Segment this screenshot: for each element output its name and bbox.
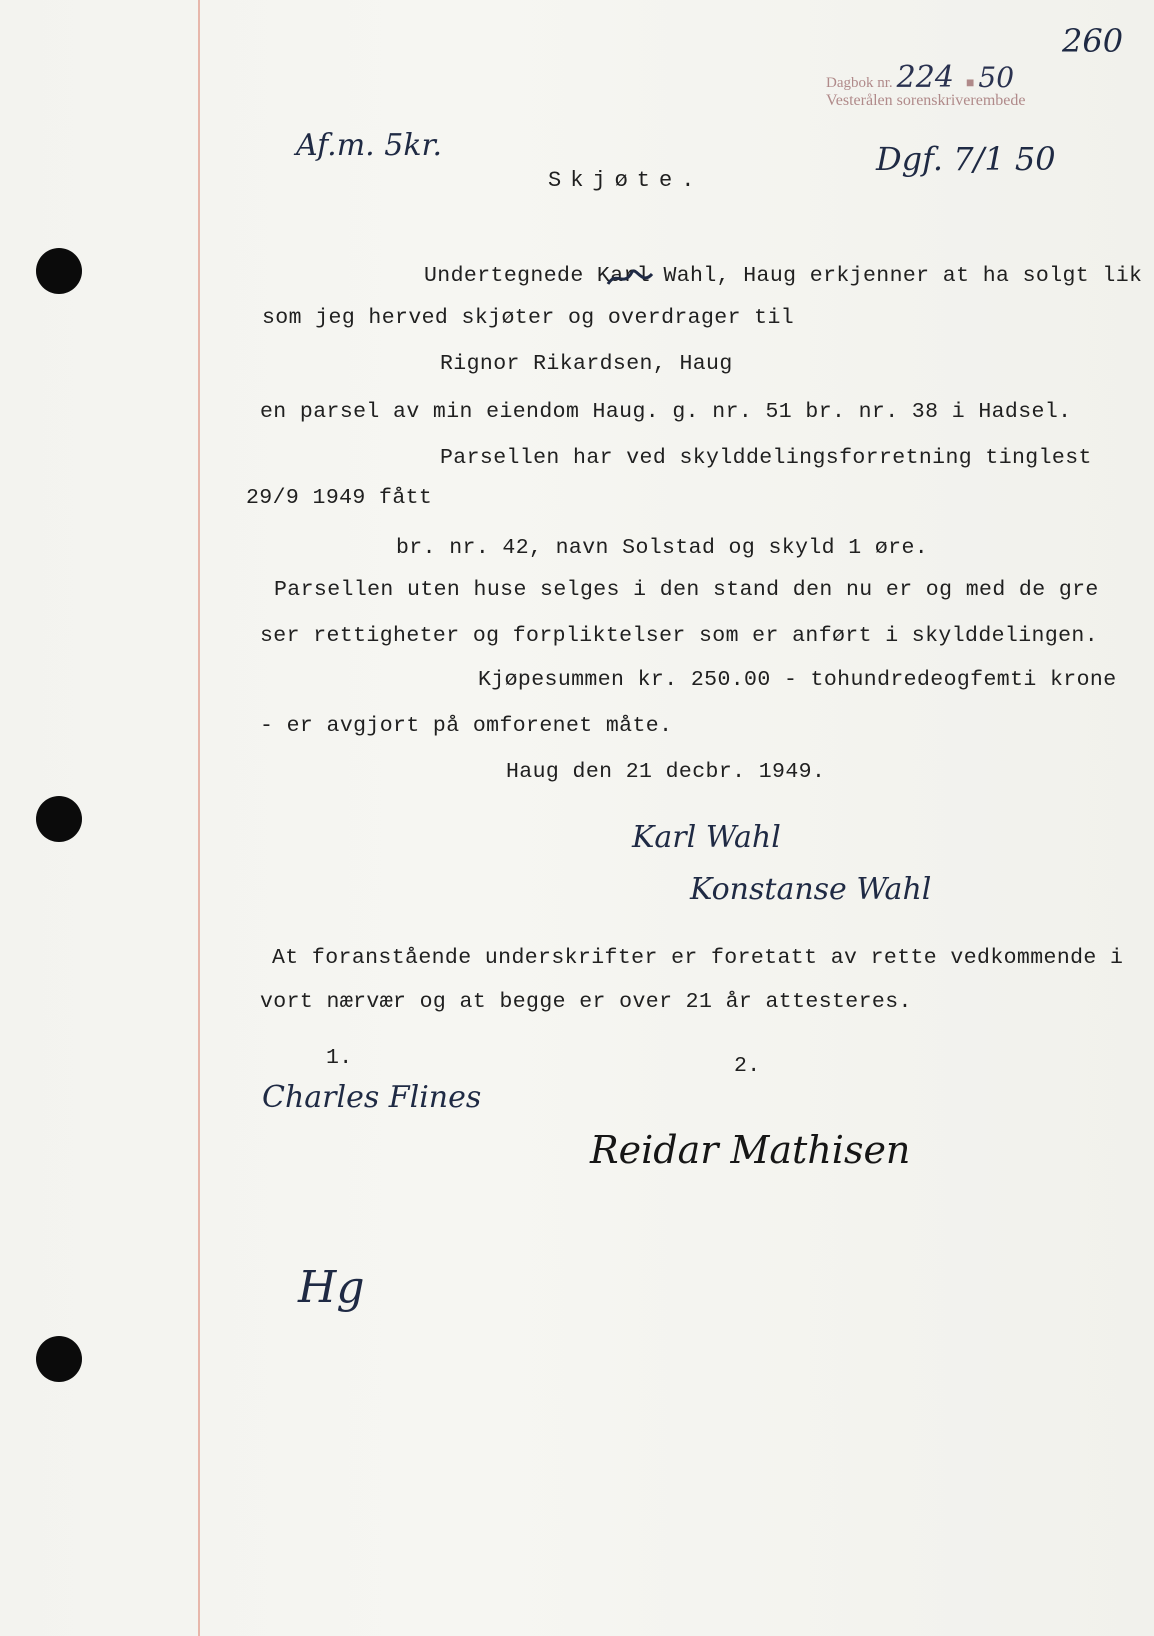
punch-hole: [36, 796, 82, 842]
place-date-line: Haug den 21 decbr. 1949.: [506, 760, 826, 784]
body-line: Parsellen har ved skylddelingsforretning tinglest: [440, 446, 1092, 470]
body-line: br. nr. 42, navn Solstad og skyld 1 øre.: [396, 536, 929, 560]
registry-stamp: Dagbok nr. 224 ■ 50: [826, 60, 1015, 95]
page-number: 260: [1062, 22, 1124, 60]
fee-note: Af.m. 5kr.: [296, 128, 443, 163]
signature-seller: Karl Wahl: [632, 820, 781, 855]
buyer-name: Rignor Rikardsen, Haug: [440, 352, 733, 376]
attest-line: At foranstående underskrifter er foretatt av rette vedkommende i: [272, 946, 1124, 970]
stamp-year: 50: [978, 61, 1015, 94]
body-line: - er avgjort på omforenet måte.: [260, 714, 673, 738]
stamp-number: 224: [896, 60, 954, 95]
body-line: Parsellen uten huse selges i den stand den nu er og med de gre: [274, 578, 1099, 602]
punch-hole: [36, 248, 82, 294]
document-title: Skjøte.: [548, 168, 704, 193]
stamp-prefix: Dagbok nr.: [826, 75, 893, 91]
witness-signature: Reidar Mathisen: [590, 1128, 911, 1172]
margin-rule: [198, 0, 200, 1636]
witness-signature: Charles Flines: [262, 1080, 482, 1115]
body-line: en parsel av min eiendom Haug. g. nr. 51 br. nr. 38 i Hadsel.: [260, 400, 1072, 424]
stamp-office: Vesterålen sorenskriverembede: [826, 92, 1026, 109]
body-line: 29/9 1949 fått: [246, 486, 433, 510]
signature-spouse: Konstanse Wahl: [690, 872, 932, 907]
body-line: som jeg herved skjøter og overdrager til: [262, 306, 795, 330]
witness-label: 1.: [326, 1046, 353, 1070]
body-line: Undertegnede Karl Wahl, Haug erkjenner at ha solgt lik: [424, 264, 1143, 288]
body-line: Kjøpesummen kr. 250.00 - tohundredeogfemti krone: [478, 668, 1117, 692]
witness-label: 2.: [734, 1054, 761, 1078]
clerk-initials: Hg: [298, 1262, 365, 1313]
handwritten-correction: [606, 262, 656, 292]
attest-line: vort nærvær og at begge er over 21 år attesteres.: [260, 990, 912, 1014]
punch-hole: [36, 1336, 82, 1382]
registration-date-note: Dgf. 7/1 50: [876, 140, 1056, 178]
body-line: ser rettigheter og forpliktelser som er anført i skylddelingen.: [260, 624, 1099, 648]
